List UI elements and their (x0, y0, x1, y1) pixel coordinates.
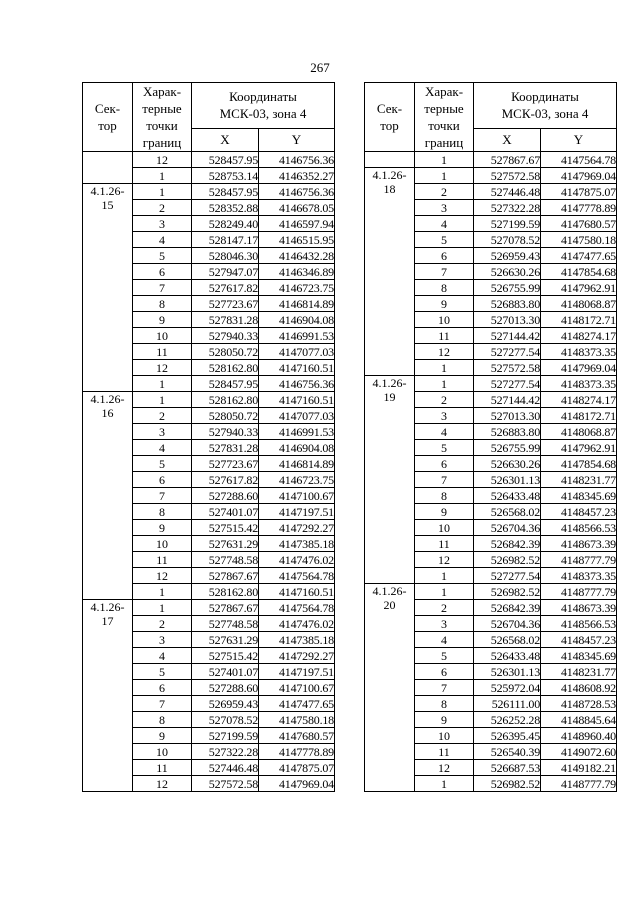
y-cell: 4148068.87 (541, 296, 617, 312)
x-cell: 526111.00 (474, 696, 541, 712)
y-cell: 4147385.18 (259, 536, 335, 552)
point-cell: 3 (133, 632, 192, 648)
point-cell: 5 (133, 664, 192, 680)
x-cell: 527277.54 (474, 376, 541, 392)
y-cell: 4147100.67 (259, 680, 335, 696)
y-cell: 4146346.89 (259, 264, 335, 280)
y-cell: 4147564.78 (259, 600, 335, 616)
x-cell: 528050.72 (192, 408, 259, 424)
point-cell: 7 (415, 472, 474, 488)
y-cell: 4146515.95 (259, 232, 335, 248)
point-cell: 2 (415, 184, 474, 200)
y-cell: 4146597.94 (259, 216, 335, 232)
y-cell: 4146814.89 (259, 296, 335, 312)
y-cell: 4147962.91 (541, 280, 617, 296)
x-cell: 526959.43 (474, 248, 541, 264)
x-cell: 528162.80 (192, 392, 259, 408)
x-cell: 528147.17 (192, 232, 259, 248)
point-cell: 2 (415, 600, 474, 616)
point-cell: 5 (133, 456, 192, 472)
x-cell: 527013.30 (474, 408, 541, 424)
header-coordinates: Координаты МСК-03, зона 4 (192, 83, 335, 129)
point-cell: 11 (133, 344, 192, 360)
sector-cell: 4.1.26- 19 (365, 376, 415, 584)
y-cell: 4148172.71 (541, 408, 617, 424)
sector-cell (83, 152, 133, 184)
y-cell: 4147680.57 (541, 216, 617, 232)
x-cell: 526959.43 (192, 696, 259, 712)
x-cell: 526755.99 (474, 280, 541, 296)
point-cell: 10 (133, 328, 192, 344)
x-cell: 528457.95 (192, 376, 259, 392)
point-cell: 10 (415, 312, 474, 328)
x-cell: 526982.52 (474, 776, 541, 792)
point-cell: 11 (415, 744, 474, 760)
y-cell: 4148345.69 (541, 488, 617, 504)
y-cell: 4148068.87 (541, 424, 617, 440)
point-cell: 1 (133, 392, 192, 408)
y-cell: 4148373.35 (541, 568, 617, 584)
sector-cell: 4.1.26- 17 (83, 600, 133, 792)
y-cell: 4147385.18 (259, 632, 335, 648)
y-cell: 4148373.35 (541, 376, 617, 392)
point-cell: 2 (133, 408, 192, 424)
point-cell: 1 (415, 584, 474, 600)
x-cell: 527446.48 (192, 760, 259, 776)
x-cell: 527572.58 (474, 168, 541, 184)
point-cell: 10 (415, 728, 474, 744)
header-sector: Сек- тор (83, 83, 133, 152)
point-cell: 2 (133, 200, 192, 216)
x-cell: 528046.30 (192, 248, 259, 264)
point-cell: 8 (133, 296, 192, 312)
table-row (83, 392, 335, 408)
point-cell: 11 (415, 536, 474, 552)
x-cell: 527401.07 (192, 664, 259, 680)
point-cell: 7 (415, 264, 474, 280)
y-cell: 4147564.78 (259, 568, 335, 584)
x-cell: 527277.54 (474, 568, 541, 584)
y-cell: 4147854.68 (541, 264, 617, 280)
y-cell: 4148457.23 (541, 504, 617, 520)
sector-cell (365, 152, 415, 168)
y-cell: 4148566.53 (541, 520, 617, 536)
y-cell: 4148777.79 (541, 584, 617, 600)
x-cell: 527078.52 (192, 712, 259, 728)
y-cell: 4148172.71 (541, 312, 617, 328)
y-cell: 4148845.64 (541, 712, 617, 728)
x-cell: 526704.36 (474, 520, 541, 536)
y-cell: 4146814.89 (259, 456, 335, 472)
y-cell: 4149182.21 (541, 760, 617, 776)
x-cell: 526433.48 (474, 648, 541, 664)
x-cell: 527631.29 (192, 632, 259, 648)
x-cell: 526982.52 (474, 584, 541, 600)
x-cell: 527748.58 (192, 552, 259, 568)
x-cell: 526630.26 (474, 456, 541, 472)
point-cell: 6 (415, 248, 474, 264)
header-points: Харак- терные точки границ (415, 83, 474, 152)
point-cell: 1 (415, 168, 474, 184)
y-cell: 4146432.28 (259, 248, 335, 264)
point-cell: 7 (133, 280, 192, 296)
point-cell: 7 (133, 696, 192, 712)
y-cell: 4148777.79 (541, 776, 617, 792)
point-cell: 1 (133, 168, 192, 184)
x-cell: 528162.80 (192, 360, 259, 376)
x-cell: 527322.28 (192, 744, 259, 760)
x-cell: 526568.02 (474, 632, 541, 648)
x-cell: 527867.67 (192, 568, 259, 584)
y-cell: 4147292.27 (259, 648, 335, 664)
point-cell: 9 (133, 312, 192, 328)
y-cell: 4147476.02 (259, 616, 335, 632)
point-cell: 1 (133, 184, 192, 200)
page-number: 267 (310, 60, 330, 75)
x-cell: 526982.52 (474, 552, 541, 568)
x-cell: 527631.29 (192, 536, 259, 552)
y-cell: 4147969.04 (541, 360, 617, 376)
x-cell: 527515.42 (192, 520, 259, 536)
point-cell: 6 (415, 456, 474, 472)
x-cell: 526883.80 (474, 296, 541, 312)
y-cell: 4147778.89 (541, 200, 617, 216)
coordinates-table-right (364, 82, 617, 792)
x-cell: 526568.02 (474, 504, 541, 520)
x-cell: 527199.59 (474, 216, 541, 232)
point-cell: 11 (415, 328, 474, 344)
point-cell: 8 (415, 696, 474, 712)
y-cell: 4147680.57 (259, 728, 335, 744)
y-cell: 4147197.51 (259, 664, 335, 680)
x-cell: 527446.48 (474, 184, 541, 200)
x-cell: 526252.28 (474, 712, 541, 728)
point-cell: 3 (415, 616, 474, 632)
x-cell: 527723.67 (192, 296, 259, 312)
x-cell: 527401.07 (192, 504, 259, 520)
y-cell: 4146723.75 (259, 472, 335, 488)
x-cell: 527277.54 (474, 344, 541, 360)
x-cell: 527940.33 (192, 424, 259, 440)
point-cell: 1 (415, 360, 474, 376)
y-cell: 4148728.53 (541, 696, 617, 712)
sector-cell: 4.1.26- 20 (365, 584, 415, 792)
point-cell: 10 (133, 536, 192, 552)
header-coordinates: Координаты МСК-03, зона 4 (474, 83, 617, 129)
y-cell: 4147077.03 (259, 408, 335, 424)
header-sector: Сек- тор (365, 83, 415, 152)
point-cell: 1 (133, 584, 192, 600)
point-cell: 3 (133, 216, 192, 232)
y-cell: 4147292.27 (259, 520, 335, 536)
point-cell: 5 (415, 648, 474, 664)
x-cell: 526630.26 (474, 264, 541, 280)
x-cell: 526301.13 (474, 472, 541, 488)
y-cell: 4147778.89 (259, 744, 335, 760)
y-cell: 4147962.91 (541, 440, 617, 456)
x-cell: 526704.36 (474, 616, 541, 632)
y-cell: 4146904.08 (259, 440, 335, 456)
table-row (365, 152, 617, 168)
x-cell: 526301.13 (474, 664, 541, 680)
table-row (83, 152, 335, 168)
point-cell: 8 (133, 712, 192, 728)
point-cell: 2 (133, 616, 192, 632)
header-x: X (192, 128, 259, 151)
point-cell: 9 (415, 712, 474, 728)
point-cell: 6 (415, 664, 474, 680)
y-cell: 4147160.51 (259, 392, 335, 408)
table-row (365, 376, 617, 392)
point-cell: 12 (133, 152, 192, 168)
point-cell: 8 (415, 280, 474, 296)
point-cell: 8 (133, 504, 192, 520)
x-cell: 527940.33 (192, 328, 259, 344)
x-cell: 527199.59 (192, 728, 259, 744)
point-cell: 6 (133, 264, 192, 280)
y-cell: 4148345.69 (541, 648, 617, 664)
x-cell: 527831.28 (192, 440, 259, 456)
y-cell: 4146991.53 (259, 328, 335, 344)
y-cell: 4147160.51 (259, 360, 335, 376)
x-cell: 527617.82 (192, 280, 259, 296)
x-cell: 527723.67 (192, 456, 259, 472)
y-cell: 4147160.51 (259, 584, 335, 600)
x-cell: 527947.07 (192, 264, 259, 280)
point-cell: 4 (415, 632, 474, 648)
y-cell: 4147476.02 (259, 552, 335, 568)
sector-cell: 4.1.26- 15 (83, 184, 133, 392)
table-body (83, 152, 335, 792)
point-cell: 12 (415, 552, 474, 568)
y-cell: 4148566.53 (541, 616, 617, 632)
y-cell: 4148673.39 (541, 536, 617, 552)
x-cell: 527013.30 (474, 312, 541, 328)
y-cell: 4146904.08 (259, 312, 335, 328)
point-cell: 3 (415, 200, 474, 216)
y-cell: 4148231.77 (541, 472, 617, 488)
sector-cell: 4.1.26- 16 (83, 392, 133, 600)
coordinates-table-left (82, 82, 335, 792)
point-cell: 1 (415, 776, 474, 792)
y-cell: 4147197.51 (259, 504, 335, 520)
point-cell: 4 (415, 424, 474, 440)
x-cell: 527288.60 (192, 488, 259, 504)
point-cell: 9 (415, 504, 474, 520)
y-cell: 4147580.18 (541, 232, 617, 248)
point-cell: 9 (133, 728, 192, 744)
y-cell: 4146756.36 (259, 152, 335, 168)
point-cell: 6 (133, 472, 192, 488)
x-cell: 526540.39 (474, 744, 541, 760)
point-cell: 12 (415, 344, 474, 360)
x-cell: 528457.95 (192, 152, 259, 168)
point-cell: 6 (133, 680, 192, 696)
point-cell: 10 (415, 520, 474, 536)
x-cell: 528162.80 (192, 584, 259, 600)
point-cell: 10 (133, 744, 192, 760)
y-cell: 4148373.35 (541, 344, 617, 360)
y-cell: 4148777.79 (541, 552, 617, 568)
sector-cell: 4.1.26- 18 (365, 168, 415, 376)
point-cell: 4 (415, 216, 474, 232)
x-cell: 527078.52 (474, 232, 541, 248)
y-cell: 4147077.03 (259, 344, 335, 360)
point-cell: 4 (133, 232, 192, 248)
x-cell: 528457.95 (192, 184, 259, 200)
x-cell: 527515.42 (192, 648, 259, 664)
y-cell: 4148608.92 (541, 680, 617, 696)
point-cell: 1 (415, 376, 474, 392)
x-cell: 526883.80 (474, 424, 541, 440)
y-cell: 4148231.77 (541, 664, 617, 680)
point-cell: 11 (133, 760, 192, 776)
point-cell: 7 (415, 680, 474, 696)
x-cell: 526842.39 (474, 600, 541, 616)
x-cell: 528050.72 (192, 344, 259, 360)
point-cell: 1 (133, 600, 192, 616)
y-cell: 4147969.04 (259, 776, 335, 792)
header-y: Y (259, 128, 335, 151)
x-cell: 528352.88 (192, 200, 259, 216)
y-cell: 4147969.04 (541, 168, 617, 184)
x-cell: 527867.67 (474, 152, 541, 168)
x-cell: 526687.53 (474, 760, 541, 776)
point-cell: 12 (415, 760, 474, 776)
point-cell: 9 (133, 520, 192, 536)
y-cell: 4146991.53 (259, 424, 335, 440)
x-cell: 526755.99 (474, 440, 541, 456)
point-cell: 5 (133, 248, 192, 264)
y-cell: 4146756.36 (259, 376, 335, 392)
x-cell: 527867.67 (192, 600, 259, 616)
point-cell: 4 (133, 648, 192, 664)
point-cell: 2 (415, 392, 474, 408)
y-cell: 4146678.05 (259, 200, 335, 216)
point-cell: 9 (415, 296, 474, 312)
x-cell: 526842.39 (474, 536, 541, 552)
point-cell: 4 (133, 440, 192, 456)
point-cell: 12 (133, 776, 192, 792)
y-cell: 4148960.40 (541, 728, 617, 744)
point-cell: 5 (415, 232, 474, 248)
point-cell: 3 (415, 408, 474, 424)
point-cell: 5 (415, 440, 474, 456)
y-cell: 4149072.60 (541, 744, 617, 760)
y-cell: 4146723.75 (259, 280, 335, 296)
x-cell: 527144.42 (474, 328, 541, 344)
x-cell: 527288.60 (192, 680, 259, 696)
x-cell: 527748.58 (192, 616, 259, 632)
point-cell: 8 (415, 488, 474, 504)
y-cell: 4147854.68 (541, 456, 617, 472)
y-cell: 4147875.07 (259, 760, 335, 776)
x-cell: 527144.42 (474, 392, 541, 408)
x-cell: 526395.45 (474, 728, 541, 744)
header-x: X (474, 128, 541, 151)
point-cell: 7 (133, 488, 192, 504)
table-row (83, 184, 335, 200)
x-cell: 527831.28 (192, 312, 259, 328)
table-row (83, 600, 335, 616)
x-cell: 527617.82 (192, 472, 259, 488)
y-cell: 4147564.78 (541, 152, 617, 168)
y-cell: 4148274.17 (541, 328, 617, 344)
y-cell: 4147580.18 (259, 712, 335, 728)
point-cell: 12 (133, 360, 192, 376)
point-cell: 3 (133, 424, 192, 440)
point-cell: 1 (415, 568, 474, 584)
y-cell: 4148274.17 (541, 392, 617, 408)
x-cell: 527322.28 (474, 200, 541, 216)
y-cell: 4146352.27 (259, 168, 335, 184)
point-cell: 1 (133, 376, 192, 392)
x-cell: 528249.40 (192, 216, 259, 232)
x-cell: 527572.58 (192, 776, 259, 792)
x-cell: 528753.14 (192, 168, 259, 184)
y-cell: 4146756.36 (259, 184, 335, 200)
x-cell: 526433.48 (474, 488, 541, 504)
y-cell: 4147477.65 (541, 248, 617, 264)
y-cell: 4148673.39 (541, 600, 617, 616)
y-cell: 4147100.67 (259, 488, 335, 504)
point-cell: 12 (133, 568, 192, 584)
point-cell: 1 (415, 152, 474, 168)
y-cell: 4147477.65 (259, 696, 335, 712)
x-cell: 525972.04 (474, 680, 541, 696)
x-cell: 527572.58 (474, 360, 541, 376)
header-y: Y (541, 128, 617, 151)
header-points: Харак- терные точки границ (133, 83, 192, 152)
y-cell: 4147875.07 (541, 184, 617, 200)
table-body (365, 152, 617, 792)
point-cell: 11 (133, 552, 192, 568)
y-cell: 4148457.23 (541, 632, 617, 648)
table-row (365, 168, 617, 184)
table-row (365, 584, 617, 600)
